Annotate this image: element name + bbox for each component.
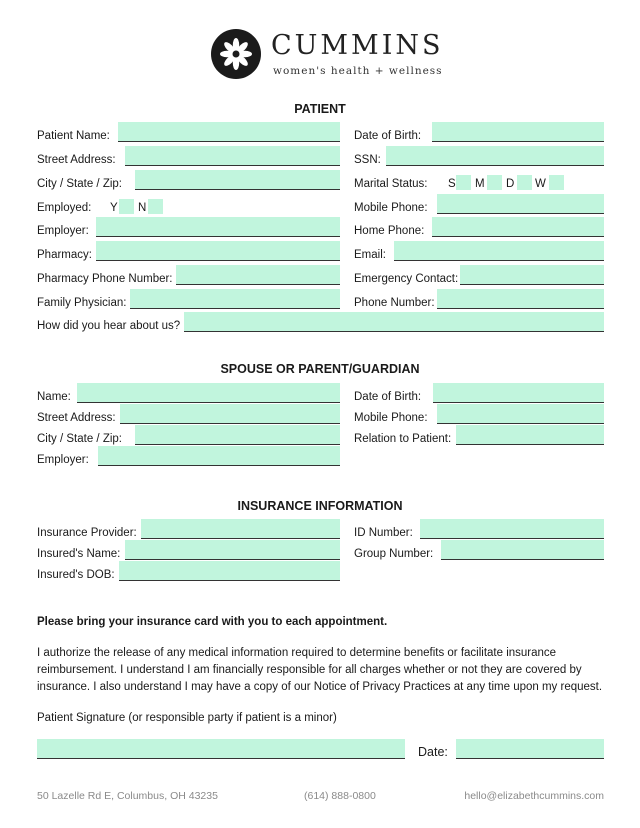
relation-to-patient-field[interactable] <box>456 425 604 445</box>
flower-icon <box>211 29 261 79</box>
label-spouse-city: City / State / Zip: <box>37 433 122 445</box>
label-family-physician: Family Physician: <box>37 297 127 309</box>
pharmacy-field[interactable] <box>96 241 340 261</box>
label-employed: Employed: <box>37 202 92 214</box>
label-spouse-name: Name: <box>37 391 71 403</box>
label-mobile-phone: Mobile Phone: <box>354 202 428 214</box>
label-spouse-mobile: Mobile Phone: <box>354 412 428 424</box>
family-physician-field[interactable] <box>130 289 340 309</box>
label-hear-about-us: How did you hear about us? <box>37 320 181 332</box>
email-field[interactable] <box>394 241 604 261</box>
section-title-spouse: SPOUSE OR PARENT/GUARDIAN <box>220 362 420 376</box>
employed-yes-label: Y <box>110 202 118 214</box>
spouse-dob-field[interactable] <box>433 383 604 403</box>
street-address-field[interactable] <box>125 146 340 166</box>
spouse-name-field[interactable] <box>77 383 340 403</box>
insured-name-field[interactable] <box>125 540 340 560</box>
marital-option-d-label: D <box>506 178 515 190</box>
phone-number-field[interactable] <box>437 289 604 309</box>
marital-option-s-checkbox[interactable] <box>456 175 471 190</box>
footer-phone: (614) 888-0800 <box>304 790 376 802</box>
emergency-contact-field[interactable] <box>460 265 604 285</box>
label-pharmacy-phone: Pharmacy Phone Number: <box>37 273 173 285</box>
patient-dob-field[interactable] <box>432 122 604 142</box>
label-phone-number: Phone Number: <box>354 297 435 309</box>
marital-option-m-checkbox[interactable] <box>487 175 502 190</box>
employed-no-checkbox[interactable] <box>148 199 163 214</box>
signature-date-label: Date: <box>418 745 448 759</box>
brand-name: CUMMINS <box>271 30 444 61</box>
section-title-insurance: INSURANCE INFORMATION <box>237 499 403 513</box>
label-relation-to-patient: Relation to Patient: <box>354 433 452 445</box>
brand-tagline: women's health + wellness <box>273 65 443 77</box>
marital-option-w-label: W <box>535 178 546 190</box>
employed-no-label: N <box>138 202 147 214</box>
label-insured-name: Insured's Name: <box>37 548 121 560</box>
spouse-mobile-field[interactable] <box>437 404 604 424</box>
label-ssn: SSN: <box>354 154 381 166</box>
city-state-zip-field[interactable] <box>135 170 340 190</box>
label-employer: Employer: <box>37 225 89 237</box>
label-group-number: Group Number: <box>354 548 434 560</box>
label-spouse-street: Street Address: <box>37 412 116 424</box>
insurance-card-notice: Please bring your insurance card with you to each appointment. <box>37 616 388 628</box>
home-phone-field[interactable] <box>432 217 604 237</box>
label-email: Email: <box>354 249 386 261</box>
marital-option-m-label: M <box>475 178 485 190</box>
group-number-field[interactable] <box>441 540 604 560</box>
label-patient-name: Patient Name: <box>37 130 110 142</box>
footer-address: 50 Lazelle Rd E, Columbus, OH 43235 <box>37 790 218 802</box>
signature-date-field[interactable] <box>456 739 604 759</box>
label-street-address: Street Address: <box>37 154 116 166</box>
authorization-paragraph: I authorize the release of any medical information required to determine benefits or facilitate insurance reimbursement. I understand I am financially responsible for all charges whether or not they are covered by insurance. I also understand I may have a copy of our Notice of Privacy Practices at any time upon my request. <box>37 647 603 693</box>
logo-badge <box>211 29 261 79</box>
section-title-patient: PATIENT <box>294 102 346 116</box>
label-home-phone: Home Phone: <box>354 225 425 237</box>
marital-option-s-label: S <box>448 178 456 190</box>
label-marital-status: Marital Status: <box>354 178 428 190</box>
label-spouse-dob: Date of Birth: <box>354 391 422 403</box>
patient-name-field[interactable] <box>118 122 340 142</box>
employer-field[interactable] <box>96 217 340 237</box>
label-spouse-employer: Employer: <box>37 454 89 466</box>
label-city-state-zip: City / State / Zip: <box>37 178 122 190</box>
footer-email: hello@elizabethcummins.com <box>464 790 604 802</box>
employed-yes-checkbox[interactable] <box>119 199 134 214</box>
label-insured-dob: Insured's DOB: <box>37 569 115 581</box>
pharmacy-phone-field[interactable] <box>176 265 340 285</box>
mobile-phone-field[interactable] <box>437 194 604 214</box>
label-patient-dob: Date of Birth: <box>354 130 422 142</box>
spouse-employer-field[interactable] <box>98 446 340 466</box>
spouse-city-field[interactable] <box>135 425 340 445</box>
id-number-field[interactable] <box>420 519 604 539</box>
label-insurance-provider: Insurance Provider: <box>37 527 137 539</box>
signature-field[interactable] <box>37 739 405 759</box>
spouse-street-field[interactable] <box>120 404 340 424</box>
label-id-number: ID Number: <box>354 527 413 539</box>
marital-option-w-checkbox[interactable] <box>549 175 564 190</box>
signature-label: Patient Signature (or responsible party if patient is a minor) <box>37 712 337 724</box>
marital-option-d-checkbox[interactable] <box>517 175 532 190</box>
label-emergency-contact: Emergency Contact: <box>354 273 459 285</box>
ssn-field[interactable] <box>386 146 604 166</box>
insured-dob-field[interactable] <box>119 561 340 581</box>
insurance-provider-field[interactable] <box>141 519 340 539</box>
hear-about-us-field[interactable] <box>184 312 604 332</box>
label-pharmacy: Pharmacy: <box>37 249 92 261</box>
